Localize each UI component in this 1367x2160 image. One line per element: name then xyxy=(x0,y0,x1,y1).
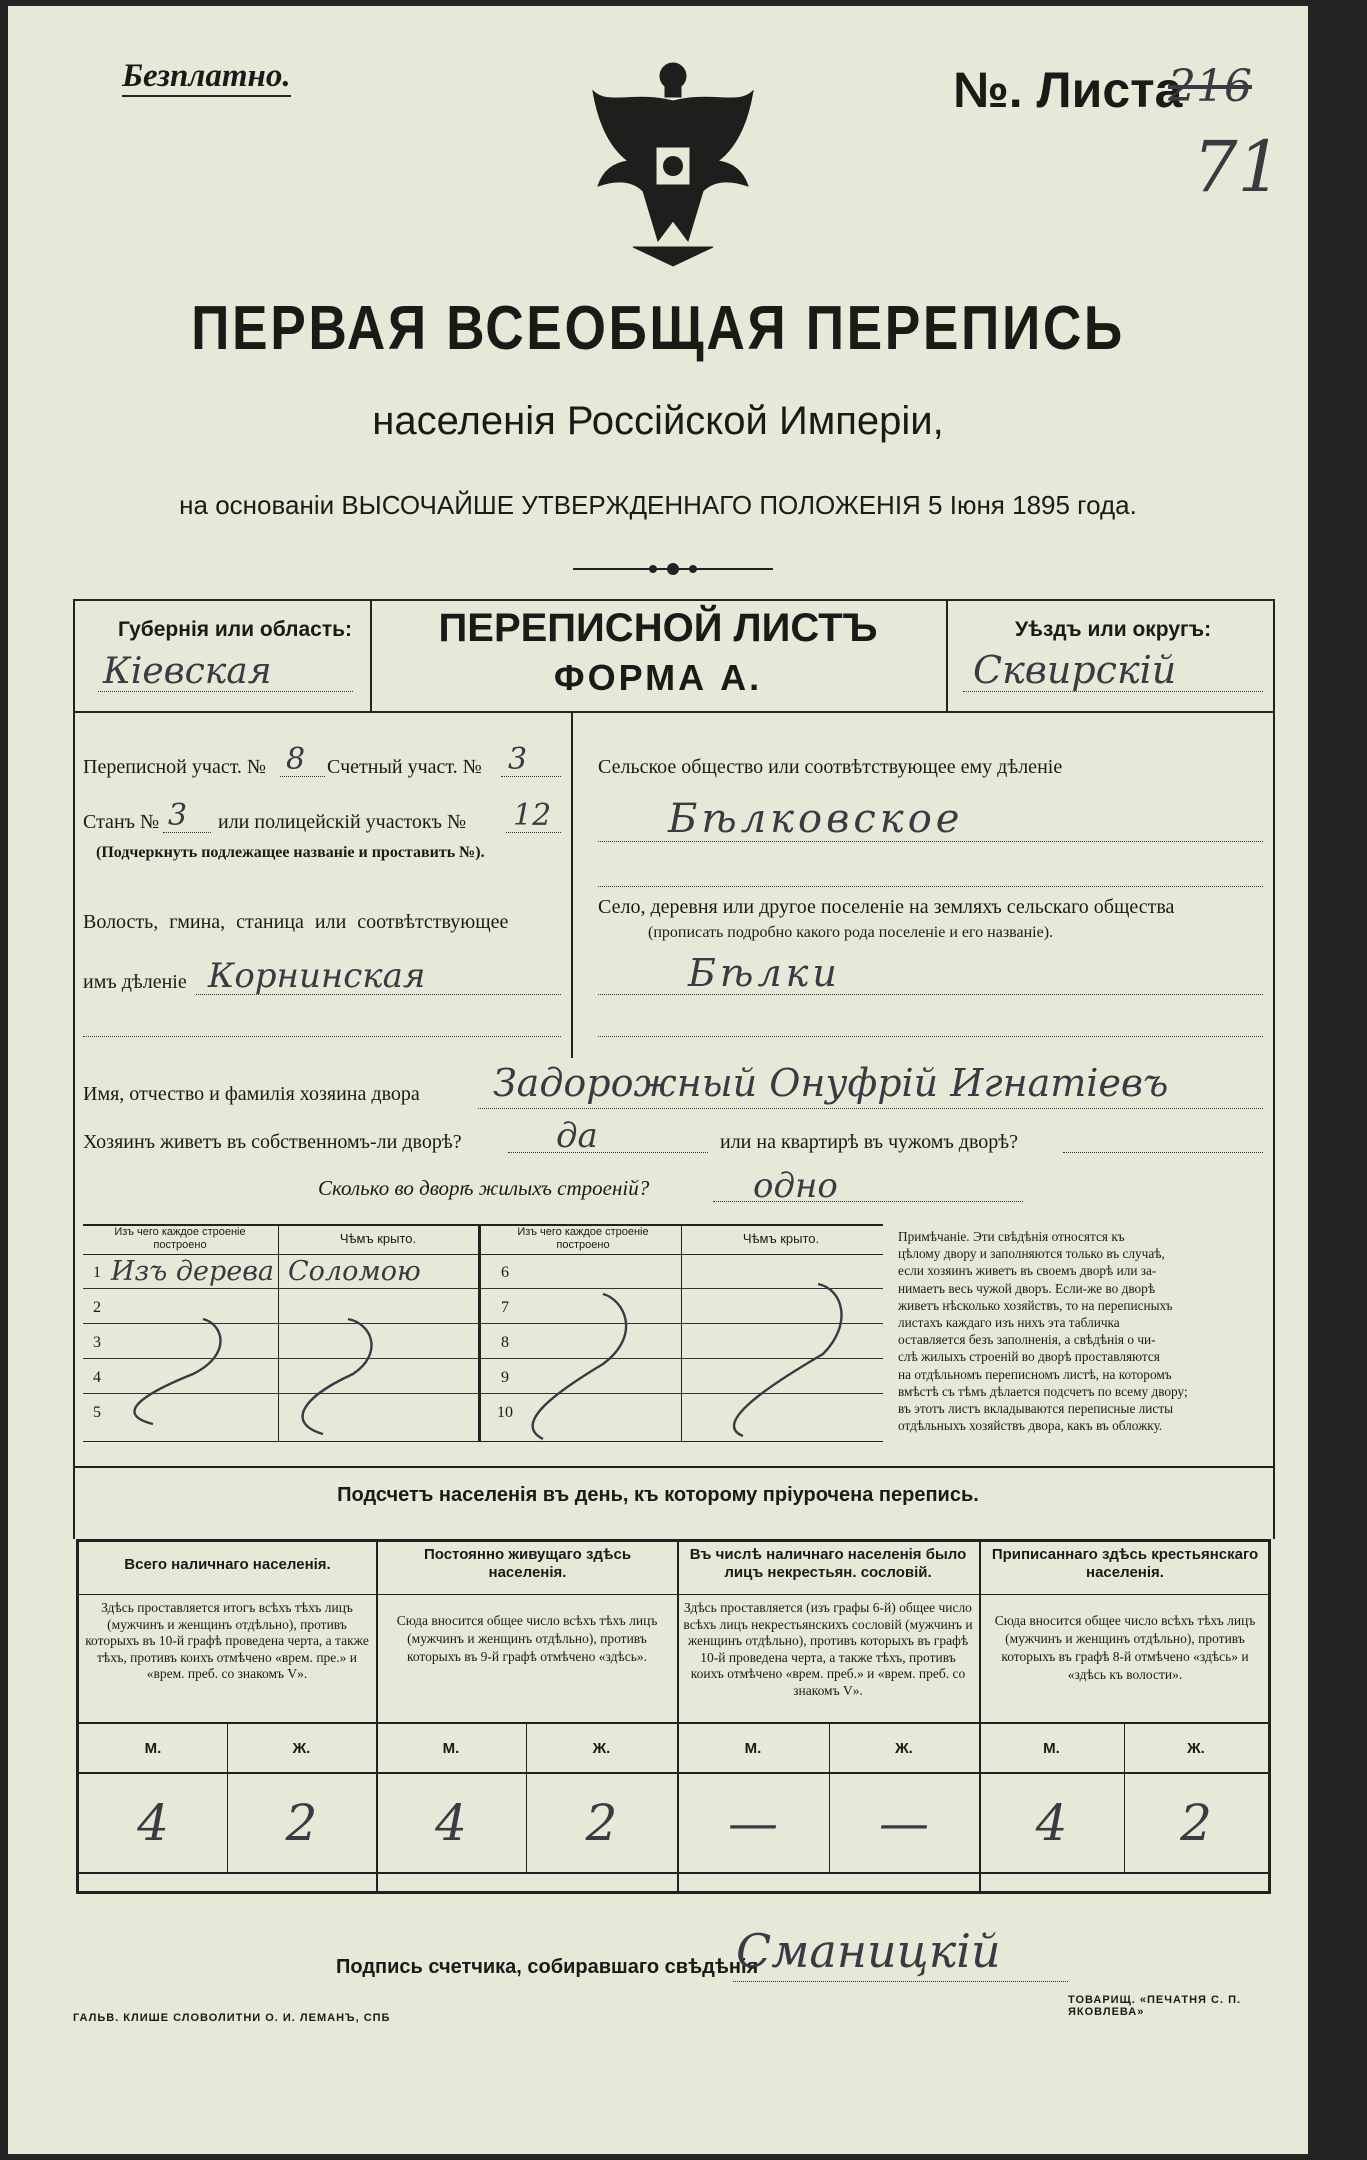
count-col4-head: Приписаннаго здѣсь крестьянскаго населенія. xyxy=(991,1546,1259,1581)
page-title: ПЕРВАЯ ВСЕОБЩАЯ ПЕРЕПИСЬ xyxy=(191,294,1125,363)
legal-basis: на основаніи ВЫСОЧАЙШЕ УТВЕРЖДЕННАГО ПОЛОЖЕНІЯ 5 Іюня 1895 года. xyxy=(179,490,1137,520)
m-label: М. xyxy=(1043,1740,1060,1757)
signature-label: Подпись счетчика, собиравшаго свѣдѣнія xyxy=(336,1956,759,1978)
col4-female-count: 2 xyxy=(1180,1794,1212,1852)
sheet-number-label: №. Листа xyxy=(953,62,1183,118)
society-value: Бѣлковское xyxy=(668,796,964,842)
note-line: живетъ нѣсколько хозяйствъ, то на переписныхъ xyxy=(898,1297,1173,1313)
society-label: Сельское общество или соотвѣтствующее ему дѣленіе xyxy=(598,756,1063,778)
buildings-count-label: Сколько во дворѣ жилыхъ строеній? xyxy=(318,1176,650,1200)
village-note: (прописать подробно какого рода поселеніе и его названіе). xyxy=(648,924,1054,941)
col-roof-left: Чѣмъ крыто. xyxy=(339,1231,417,1246)
row1-roof: Соломою xyxy=(288,1256,421,1287)
row-number: 4 xyxy=(93,1369,101,1386)
count-col3-desc: Здѣсь проставляется (изъ графы 6-й) общее число всѣхъ лицъ некрестьянскихъ сословій (мужчинъ и женщинъ отдѣльно), противъ которыхъ въ графѣ 10-й проведена черта, а также тѣхъ, противъ коихъ отмѣчено «врем. преб.» и «врем. преб. со знакомъ V». xyxy=(683,1600,973,1698)
own-yard-value: да xyxy=(556,1116,598,1156)
f-label: Ж. xyxy=(1187,1740,1205,1757)
note-line: отдѣльныхъ хозяйствъ двора, какъ въ обложку. xyxy=(898,1418,1163,1434)
col4-male-count: 4 xyxy=(1035,1794,1068,1852)
row-number: 2 xyxy=(93,1299,101,1316)
f-label: Ж. xyxy=(292,1740,311,1757)
owner-name-label: Имя, отчество и фамилія хозяина двора xyxy=(83,1083,420,1105)
schetny-label: Счетный участ. № xyxy=(327,756,482,778)
note-line: если хозяинъ живетъ въ своемъ дворѣ или за- xyxy=(898,1263,1157,1279)
sheet-number-handwritten: 71 xyxy=(1193,126,1283,208)
count-col1-head: Всего наличнаго населенія. xyxy=(124,1556,331,1573)
col-roof-right: Чѣмъ крыто. xyxy=(742,1231,820,1246)
note-line: вмѣстѣ съ тѣмъ дѣлается подсчетъ по всему двору; xyxy=(898,1383,1188,1399)
count-col3-head: Въ числѣ наличнаго населенія было лицъ некрестьян. сословій. xyxy=(689,1546,967,1581)
police-value: 12 xyxy=(513,798,552,833)
own-yard-label: Хозяинъ живетъ въ собственномъ-ли дворѣ? xyxy=(83,1131,462,1153)
printer-credit-left: ГАЛЬВ. КЛИШЕ СЛОВОЛИТНИ О. И. ЛЕМАНЪ, СПБ xyxy=(73,2012,391,2024)
printer-credit-right: ТОВАРИЩ. «ПЕЧАТНЯ С. П. ЯКОВЛЕВА» xyxy=(1068,1994,1242,2018)
buildings-count-value: одно xyxy=(753,1166,838,1206)
signature-value: Сманицкій xyxy=(736,1924,1001,1978)
ornament-divider xyxy=(573,559,773,579)
count-title: Подсчетъ населенія въ день, къ которому пріурочена перепись. xyxy=(337,1484,979,1506)
count-col2-head: Постоянно живущаго здѣсь населенія. xyxy=(423,1546,632,1581)
note-block xyxy=(898,1228,1268,1434)
sheet-number-struck: 216 xyxy=(1168,61,1252,112)
schetny-value: 3 xyxy=(508,742,528,777)
row-number: 8 xyxy=(501,1334,509,1351)
page-subtitle: населенія Россійской Имперіи, xyxy=(372,399,944,443)
f-label: Ж. xyxy=(592,1740,611,1757)
count-col4-desc: Сюда вносится общее число всѣхъ тѣхъ лицъ (мужчинъ и женщинъ отдѣльно), противъ которыхъ въ графѣ 8-й отмѣчено «здѣсь» и «здѣсь къ волости». xyxy=(994,1613,1256,1682)
m-label: М. xyxy=(744,1740,762,1757)
col-material-left: Изъ чего каждое строеніе построено xyxy=(114,1226,246,1251)
police-note: (Подчеркнуть подлежащее названіе и проставить №). xyxy=(96,844,485,861)
row-number: 3 xyxy=(93,1334,101,1351)
col3-male-count: — xyxy=(728,1794,778,1852)
uchastok-label: Переписной участ. № xyxy=(83,756,267,778)
form-title: ПЕРЕПИСНОЙ ЛИСТЪ xyxy=(438,606,878,650)
row-number: 7 xyxy=(501,1299,509,1316)
row-number: 5 xyxy=(93,1404,101,1421)
uezd-label: Уѣздъ или округъ: xyxy=(1015,618,1212,641)
note-line: оставляется безъ заполненія, а свѣдѣнія о чи- xyxy=(898,1332,1156,1348)
census-sheet xyxy=(8,6,1308,2154)
volost-label-2: имъ дѣленіе xyxy=(83,971,187,993)
gubernia-label: Губернія или область: xyxy=(118,618,353,641)
col-material-right: Изъ чего каждое строеніе построено xyxy=(517,1226,649,1251)
village-value: Бѣлки xyxy=(688,951,841,995)
m-label: М. xyxy=(442,1740,460,1757)
col3-female-count: — xyxy=(879,1794,929,1852)
form-name: ФОРМА А. xyxy=(553,657,763,698)
police-label: или полицейскій участокъ № xyxy=(218,811,467,833)
count-col2-desc: Сюда вносится общее число всѣхъ тѣхъ лицъ (мужчинъ и женщинъ отдѣльно), противъ которыхъ въ 9-й графѣ отмѣчено «здѣсь». xyxy=(396,1613,658,1664)
note-line: слѣ жилыхъ строеній во дворѣ проставляются xyxy=(898,1349,1160,1365)
uchastok-value: 8 xyxy=(286,742,306,777)
count-col1-desc: Здѣсь проставляется итогъ всѣхъ тѣхъ лицъ (мужчинъ и женщинъ отдѣльно), противъ которыхъ въ 10-й графѣ проведена черта, а также тѣхъ, противъ коихъ отмѣчено «врем. пре.» и «врем. преб. со знакомъ V». xyxy=(85,1600,369,1681)
row-number: 10 xyxy=(497,1404,513,1421)
uezd-value: Сквирскій xyxy=(973,648,1177,692)
f-label: Ж. xyxy=(895,1740,913,1757)
row-number: 9 xyxy=(501,1369,509,1386)
volost-label: Волость, гмина, станица или соотвѣтствующее xyxy=(83,911,509,933)
col2-female-count: 2 xyxy=(585,1794,618,1852)
note-line: нимаетъ весь чужой дворъ. Если-же во дворѣ xyxy=(898,1280,1156,1296)
free-label: Безплатно. xyxy=(122,58,291,97)
note-line: Примѣчаніе. Эти свѣдѣнія относятся къ xyxy=(898,1229,1125,1244)
empty-rows-strike xyxy=(83,1224,883,1442)
owner-name-value: Задорожный Онуфрій Игнатіевъ xyxy=(493,1061,1169,1105)
rent-label: или на квартирѣ въ чужомъ дворѣ? xyxy=(720,1131,1019,1153)
imperial-eagle-emblem xyxy=(573,51,773,271)
stan-label: Станъ № xyxy=(83,811,160,833)
village-label: Село, деревня или другое поселеніе на земляхъ сельскаго общества xyxy=(598,896,1175,918)
row-number: 6 xyxy=(501,1264,509,1281)
buildings-table xyxy=(83,1224,883,1442)
note-line: листахъ каждаго изъ нихъ эта табличка xyxy=(898,1315,1120,1331)
col2-male-count: 4 xyxy=(435,1794,467,1852)
note-line: на отдѣльномъ переписномъ листѣ, на которомъ xyxy=(898,1366,1172,1382)
row1-material: Изъ дерева xyxy=(111,1256,275,1287)
volost-value: Корнинская xyxy=(208,956,426,996)
count-table xyxy=(76,1539,1271,1894)
col1-male-count: 4 xyxy=(137,1794,169,1852)
col1-female-count: 2 xyxy=(285,1794,318,1852)
stan-value: 3 xyxy=(168,798,188,833)
gubernia-value: Кіевская xyxy=(103,651,272,692)
note-line: цѣлому двору и заполняются только въ случаѣ, xyxy=(898,1246,1165,1262)
row-number: 1 xyxy=(93,1264,101,1281)
m-label: М. xyxy=(144,1740,162,1757)
note-line: въ этотъ листъ вкладываются переписные листы xyxy=(898,1401,1174,1417)
